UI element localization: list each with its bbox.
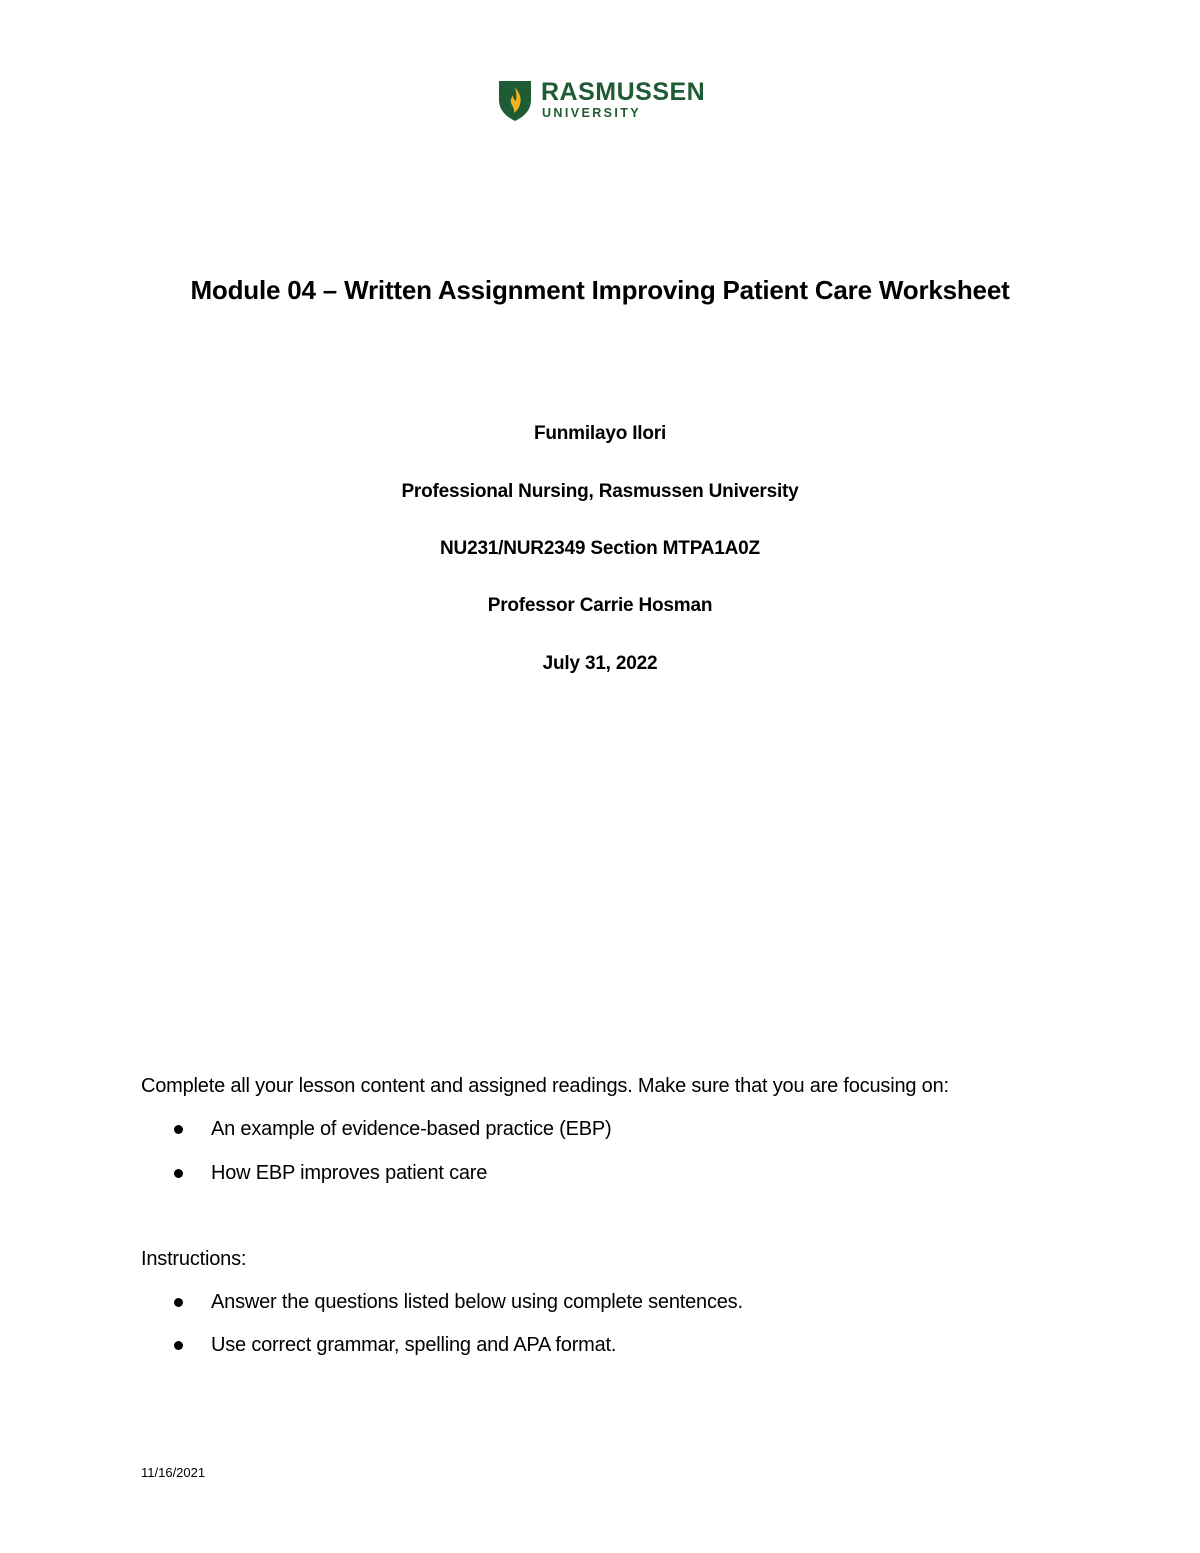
logo-wordmark: RASMUSSEN xyxy=(541,78,706,106)
bullet-icon xyxy=(174,1125,183,1134)
intro-paragraph: Complete all your lesson content and assigned readings. Make sure that you are focusing on: xyxy=(141,1075,949,1097)
footer-date: 11/16/2021 xyxy=(141,1465,206,1480)
list-item-text: How EBP improves patient care xyxy=(211,1162,488,1184)
bullet-icon xyxy=(174,1298,183,1307)
list-item-text: Use correct grammar, spelling and APA format. xyxy=(211,1334,617,1356)
submission-date: July 31, 2022 xyxy=(542,653,658,674)
program-name: Professional Nursing, Rasmussen University xyxy=(401,481,799,502)
bullet-icon xyxy=(174,1169,183,1178)
author-name: Funmilayo Ilori xyxy=(533,423,667,444)
list-item-text: An example of evidence-based practice (EBP) xyxy=(211,1118,612,1140)
professor-name: Professor Carrie Hosman xyxy=(487,595,713,616)
bullet-icon xyxy=(174,1341,183,1350)
instructions-heading: Instructions: xyxy=(141,1248,247,1270)
shield-flame-icon xyxy=(497,78,533,122)
logo-subtitle: UNIVERSITY xyxy=(542,106,642,120)
course-section: NU231/NUR2349 Section MTPA1A0Z xyxy=(440,538,760,559)
list-item-text: Answer the questions listed below using complete sentences. xyxy=(211,1291,743,1313)
document-title: Module 04 – Written Assignment Improving Patient Care Worksheet xyxy=(190,275,1010,305)
rasmussen-logo xyxy=(497,78,717,124)
